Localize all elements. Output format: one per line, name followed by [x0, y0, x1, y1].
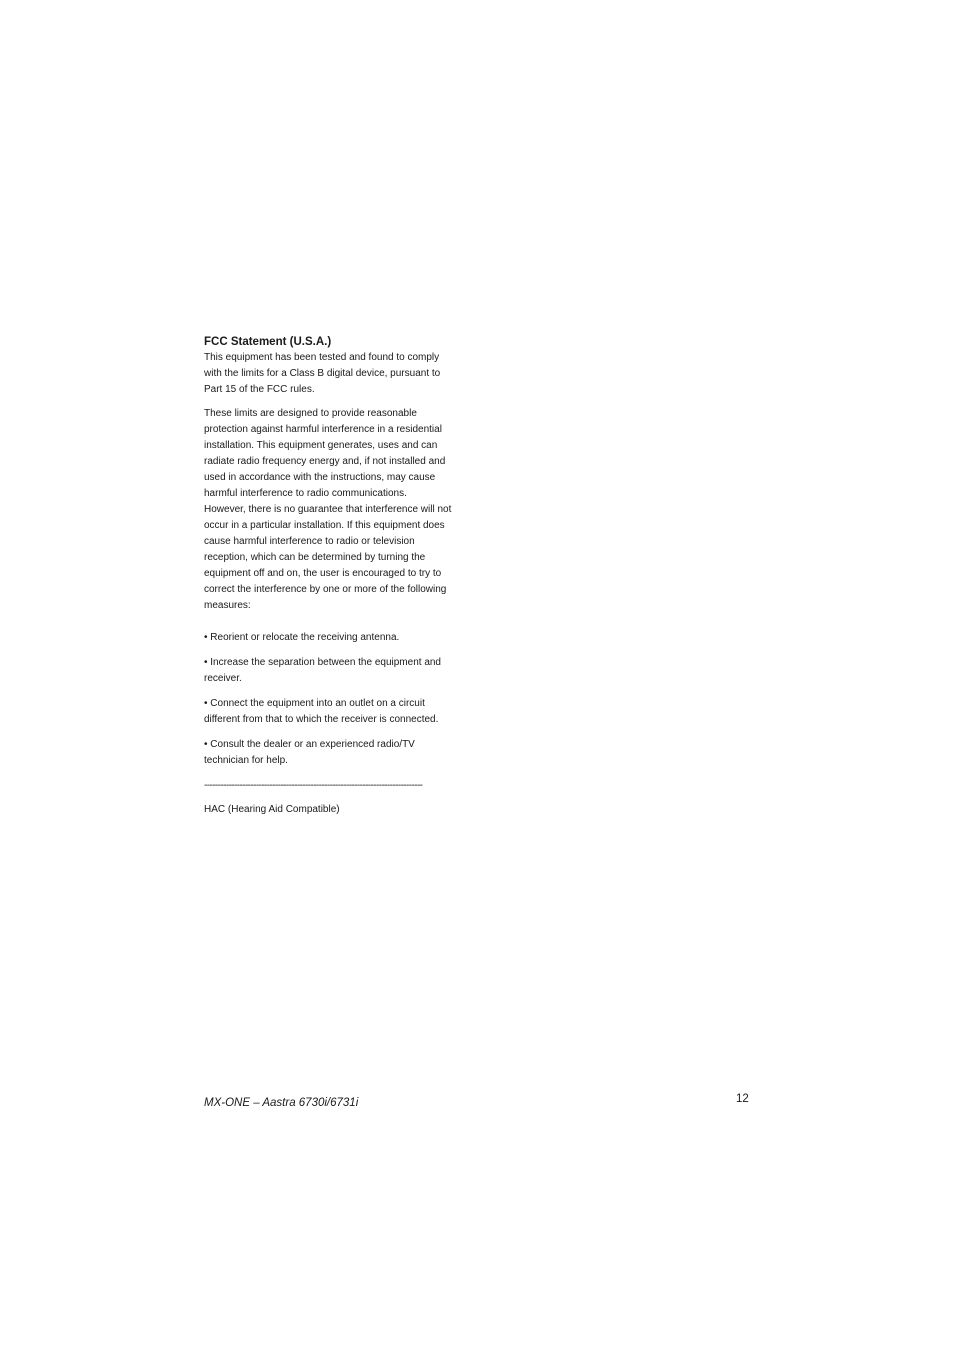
dashed-separator: -------------------------------------------------------------------------------- [204, 780, 423, 791]
list-item: • Connect the equipment into an outlet on a circuit different from that to which the receiver is connected. [204, 698, 439, 725]
list-item: • Reorient or relocate the receiving antenna. [204, 632, 400, 643]
paragraph-compliance: This equipment has been tested and found to comply with the limits for a Class B digital device, pursuant to Part 15 of the FCC rules. [204, 352, 441, 395]
hac-label: HAC (Hearing Aid Compatible) [204, 804, 340, 815]
list-item: • Increase the separation between the equipment and receiver. [204, 657, 441, 684]
footer-document-title: MX-ONE – Aastra 6730i/6731i [204, 1097, 359, 1109]
paragraph-limits: These limits are designed to provide reasonable protection against harmful interference in a residential installation. This equipment generates, uses and can radiate radio frequency energy and, if not installed and used in accordance with the instructions, may cause harmful interference to radio communications. However, there is no guarantee that interference will not occur in a particular installation. If this equipment does cause harmful interference to radio or television reception, which can be determined by turning the equipment off and on, the user is encouraged to try to correct the interference by one or more of the following measures: [204, 408, 452, 611]
section-heading: FCC Statement (U.S.A.) [204, 336, 332, 348]
measures-list [204, 630, 466, 769]
fcc-statement-section [204, 335, 466, 818]
page-number: 12 [736, 1093, 749, 1105]
list-item: • Consult the dealer or an experienced radio/TV technician for help. [204, 739, 415, 766]
